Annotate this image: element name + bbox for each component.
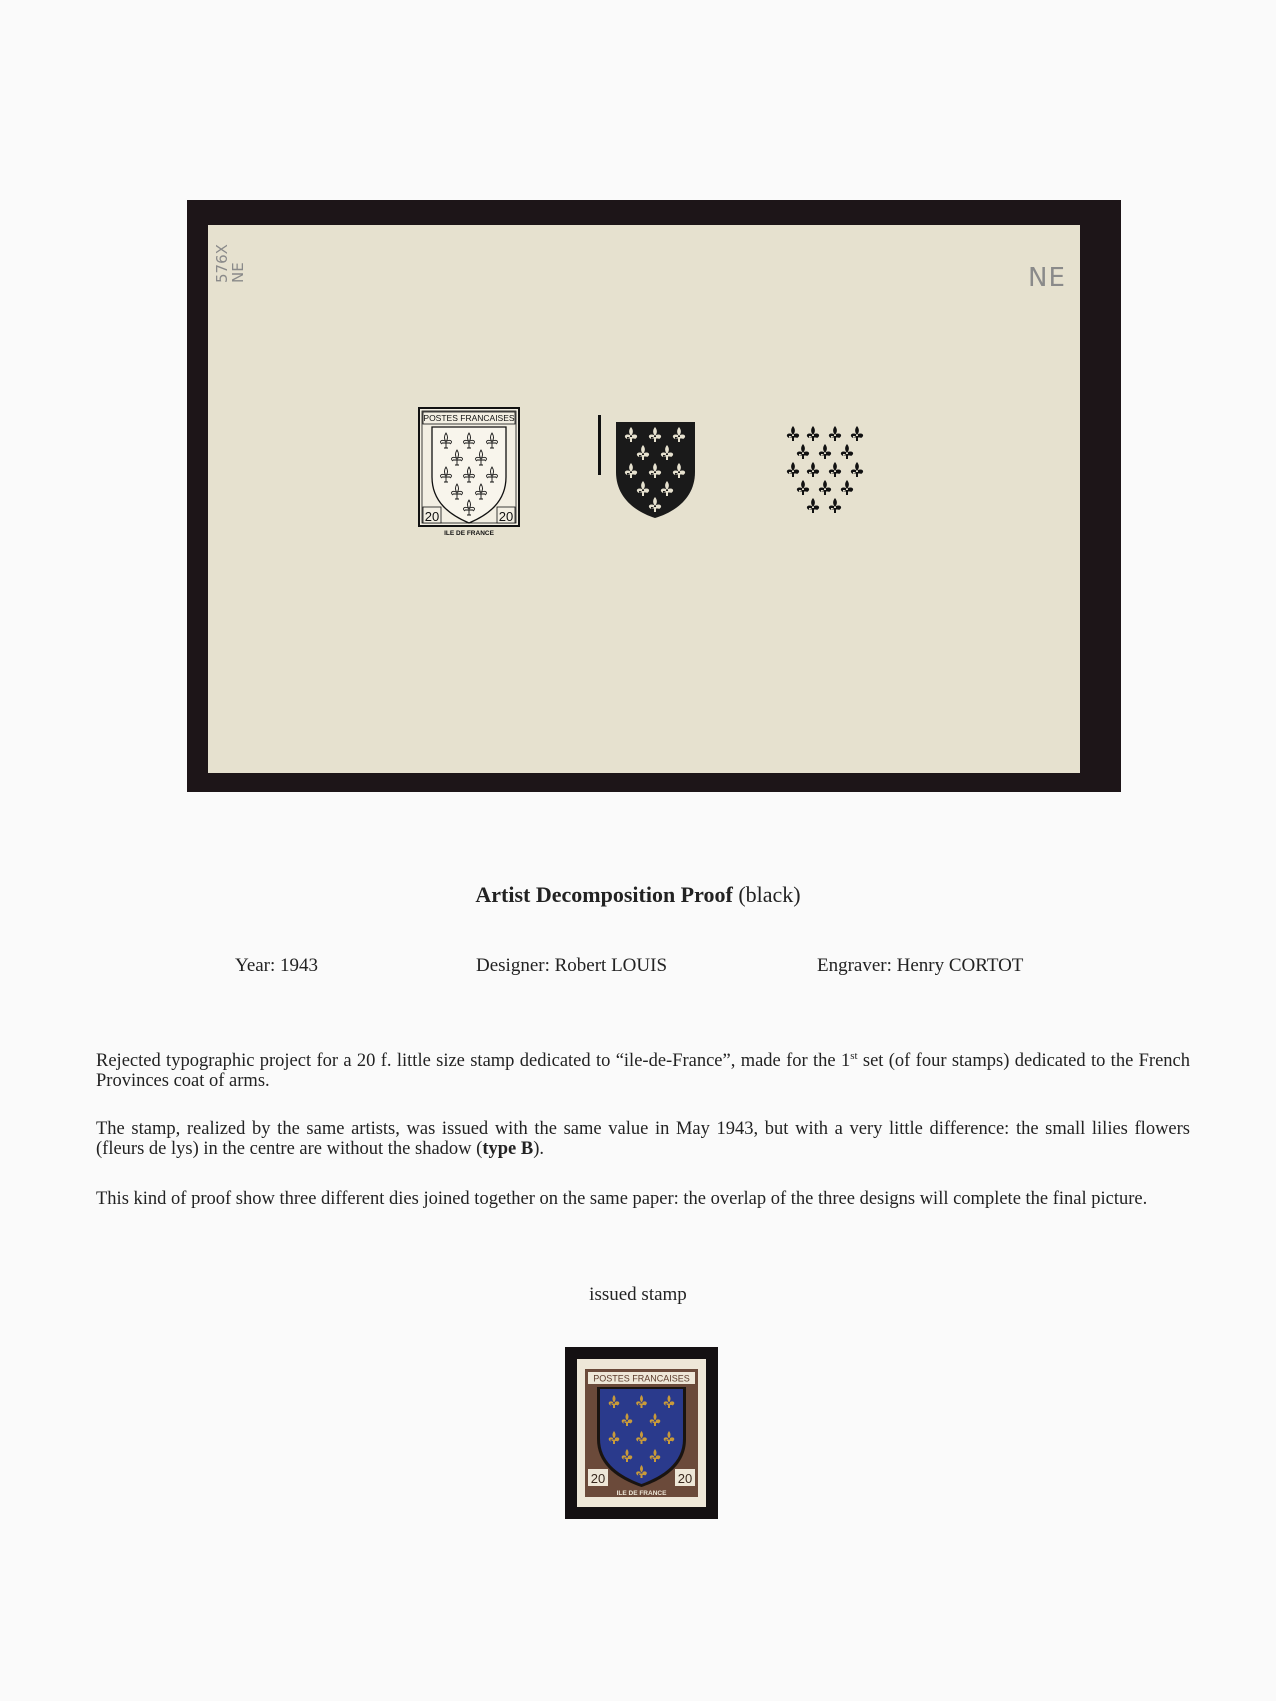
issued-stamp-mount [565,1347,718,1519]
issued-stamp [577,1359,706,1507]
issued-stamp-label: issued stamp [589,1284,687,1305]
p1-superscript: st [850,1050,858,1062]
proof-title [0,882,1276,908]
proof-card-frame [187,200,1121,792]
die-registration-mark [598,415,601,475]
meta-year: Year: 1943 [235,955,319,976]
meta-engraver: Engraver: Henry CORTOT [817,955,1024,976]
meta-designer: Designer: Robert LOUIS [476,955,668,976]
p1-part-b: set (of four stamps) dedicated to the French Provinces coat of arms. [96,1051,1190,1092]
die-shield-solid [613,420,698,520]
p2-part-a: The stamp, realized by the same artists, was issued with the same value in May 1943, but with a very little difference: the small lilies flowers (fleurs de lys) in the centre are without the shadow ( [96,1119,1190,1159]
description-paragraph-3: This kind of proof show three different dies joined together on the same paper: the overlap of the three designs will complete the final picture. [96,1189,1148,1209]
description-paragraph-2 [96,1119,1190,1159]
description-paragraph-1 [96,1046,1190,1091]
die-value-right: 20 [498,509,514,524]
die-bottom-text: ILE DE FRANCE [444,530,494,537]
die-top-text: POSTES FRANCAISES [423,413,515,423]
pencil-note-right: NE [1028,263,1066,293]
proof-title-rest: (black) [732,882,801,907]
p2-bold: type B [482,1139,534,1159]
proof-paper [208,225,1080,773]
p2-part-b: ). [533,1139,544,1159]
issued-bottom-text: ILE DE FRANCE [616,1490,667,1497]
p1-part-a: Rejected typographic project for a 20 f. little size stamp dedicated to “ile-de-France”, made for the 1 [96,1051,851,1072]
die-value-left: 20 [424,509,440,524]
die-lilies-only [783,423,868,523]
pencil-note-left: 576X NE [213,244,247,283]
issued-value-left: 20 [590,1471,606,1486]
issued-top-text: POSTES FRANCAISES [593,1373,690,1384]
proof-title-bold: Artist Decomposition Proof [475,882,733,907]
issued-value-right: 20 [677,1471,693,1486]
die-frame-outline-stamp [418,407,520,539]
